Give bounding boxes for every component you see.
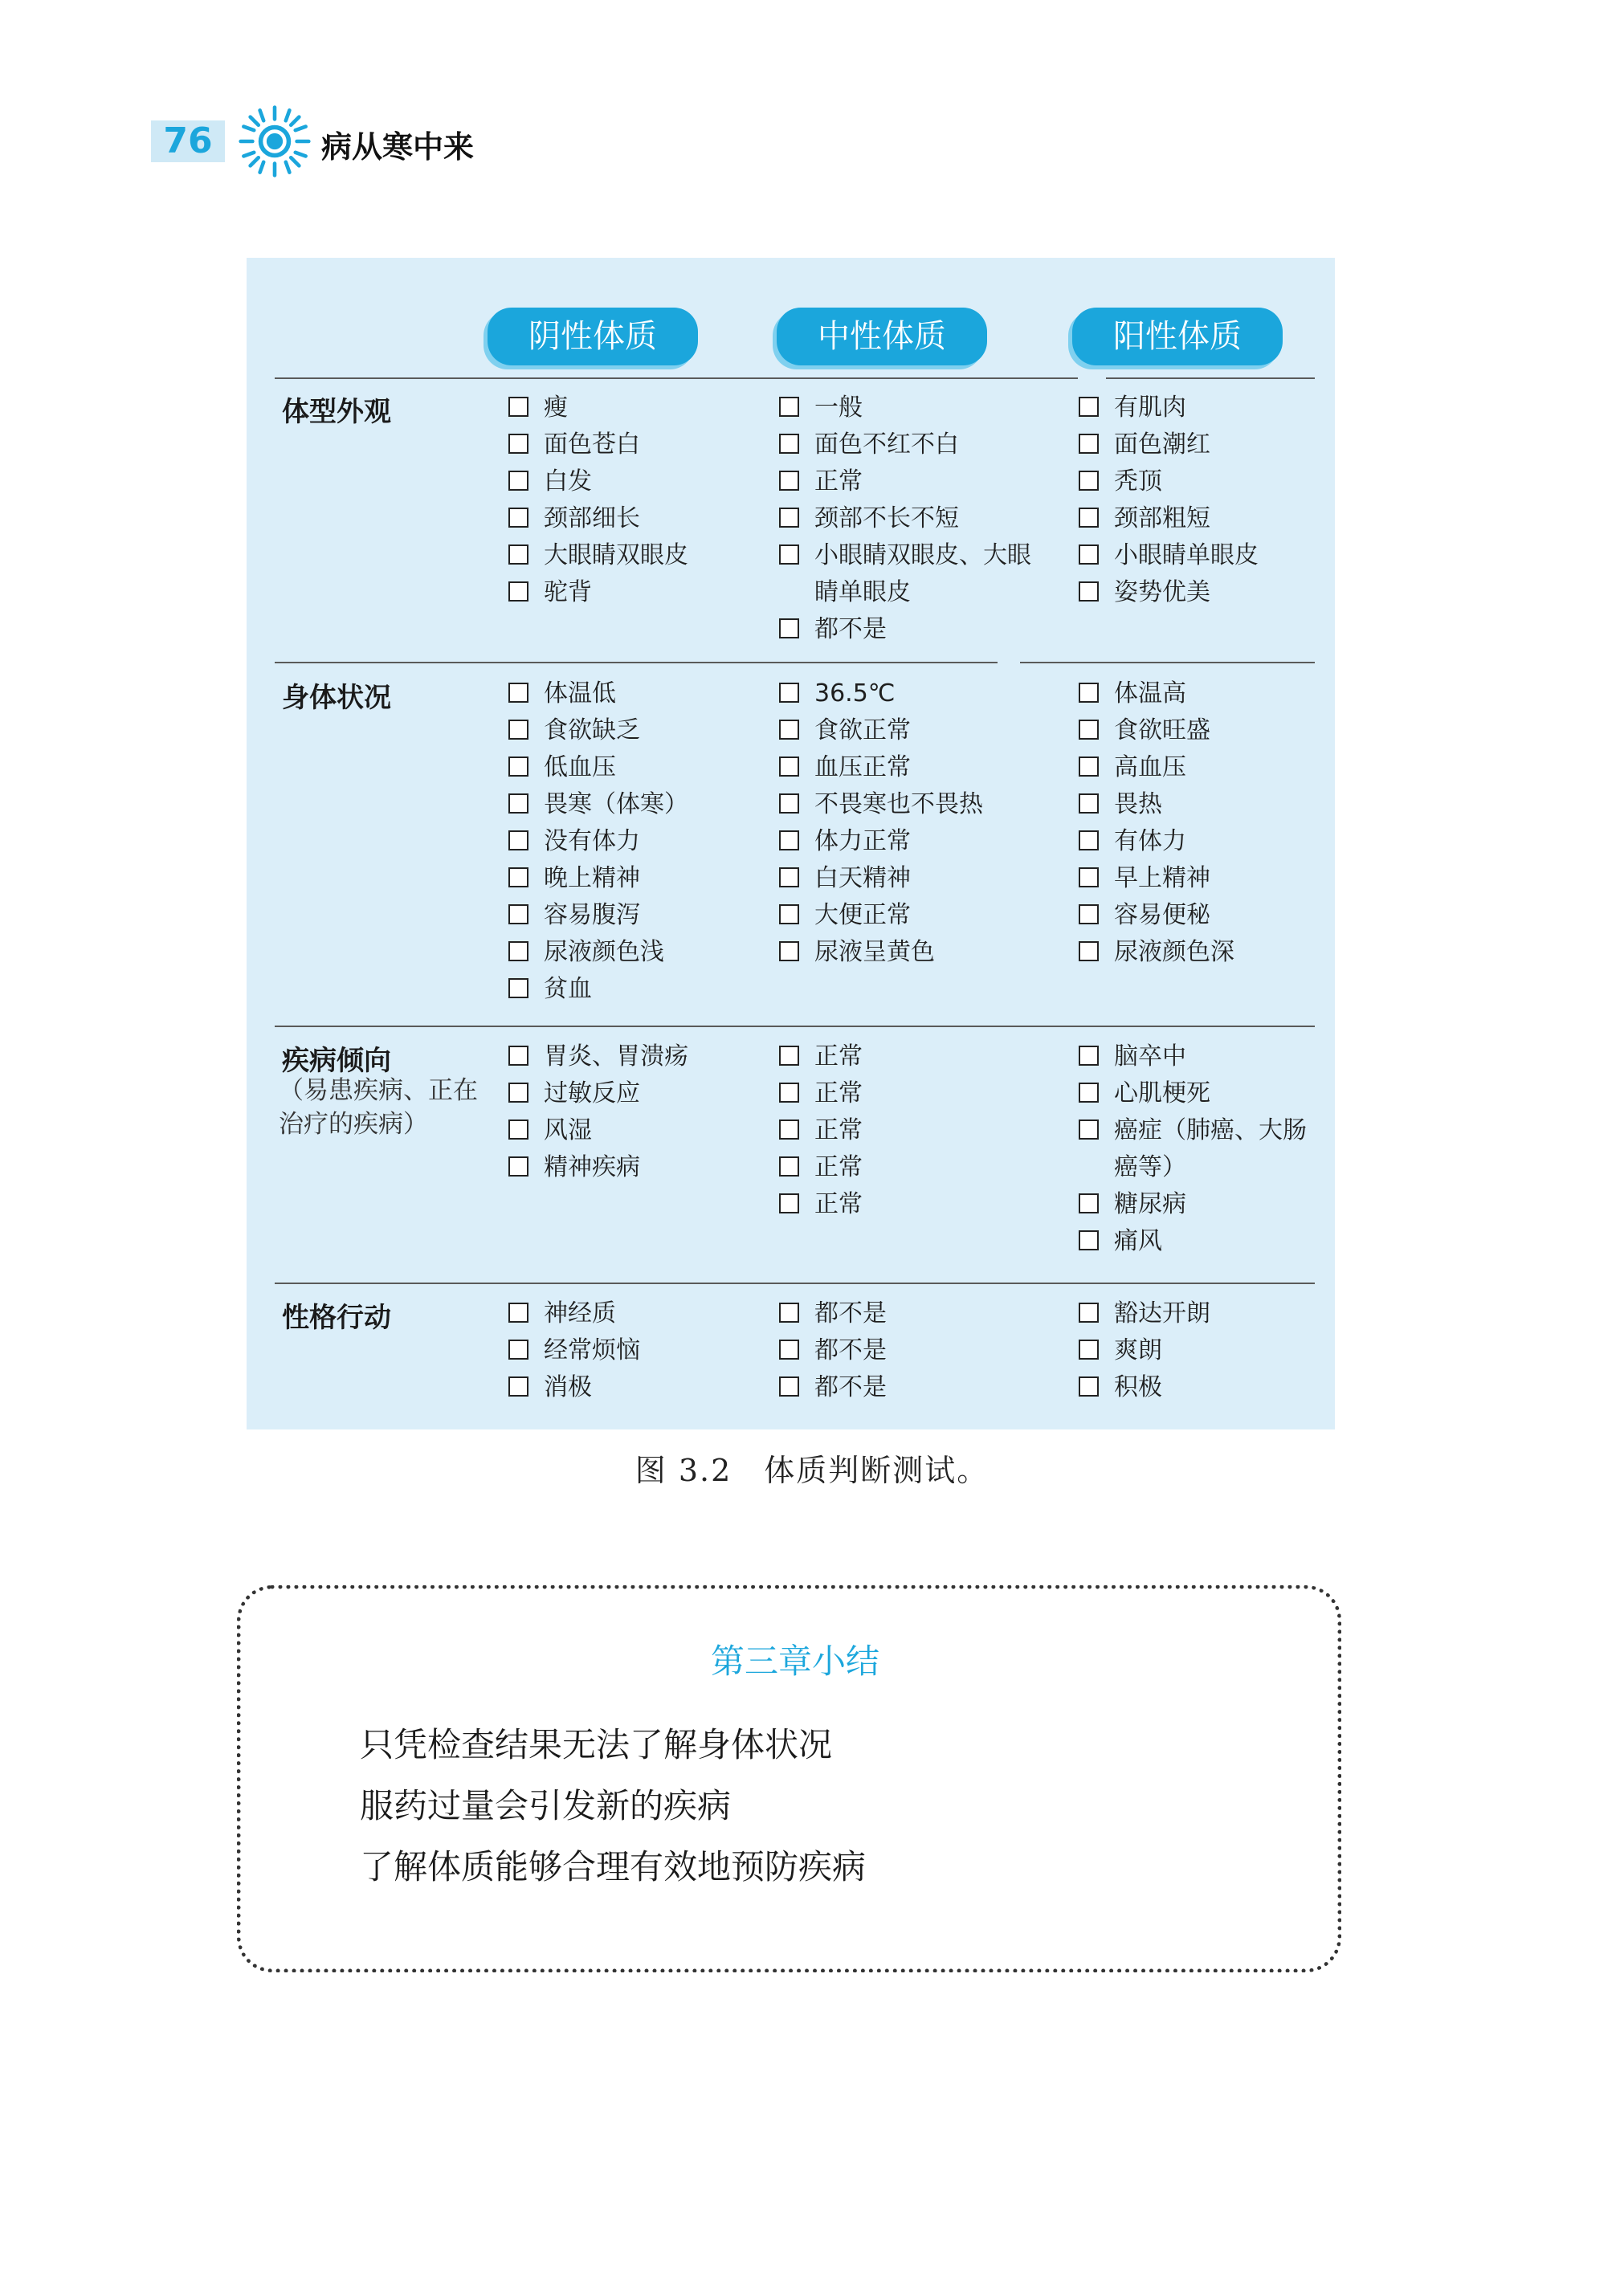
checkbox-icon[interactable] xyxy=(508,904,528,924)
checkbox-icon[interactable] xyxy=(779,830,799,850)
checkbox-icon[interactable] xyxy=(1079,1230,1099,1250)
checkbox-icon[interactable] xyxy=(1079,1046,1099,1066)
checklist-item[interactable]: 体力正常 xyxy=(779,823,1052,860)
checklist-item[interactable]: 都不是 xyxy=(779,611,1052,648)
checkbox-icon[interactable] xyxy=(779,544,799,565)
section-title-personality: 性格行动 xyxy=(282,1302,391,1334)
checkbox-icon[interactable] xyxy=(508,544,528,565)
checkbox-icon[interactable] xyxy=(779,397,799,417)
neutral-condition-list xyxy=(779,675,1052,971)
checklist-item[interactable]: 血压正常 xyxy=(779,749,1052,786)
divider xyxy=(275,1026,1315,1027)
yin-disease-list xyxy=(508,1038,814,1186)
checkbox-icon[interactable] xyxy=(779,757,799,777)
checklist-item[interactable]: 瘦 xyxy=(508,389,814,426)
checkbox-icon[interactable] xyxy=(779,793,799,814)
checklist-item[interactable]: 都不是 xyxy=(779,1295,1052,1332)
column-header-neutral: 中性体质 xyxy=(777,308,987,365)
checklist-item[interactable]: 面色不红不白 xyxy=(779,426,1052,463)
checklist-item[interactable]: 积极 xyxy=(1079,1369,1328,1406)
checklist-item[interactable]: 正常 xyxy=(779,1075,1052,1112)
checklist-item[interactable]: 容易便秘 xyxy=(1079,897,1328,934)
summary-line: 只凭检查结果无法了解身体状况 xyxy=(360,1725,833,1764)
checklist-item[interactable]: 正常 xyxy=(779,1112,1052,1149)
column-header-yang: 阳性体质 xyxy=(1072,308,1283,365)
yin-appearance-list xyxy=(508,389,814,611)
checkbox-icon[interactable] xyxy=(779,683,799,703)
checkbox-icon[interactable] xyxy=(1079,544,1099,565)
checkbox-icon[interactable] xyxy=(508,581,528,602)
summary-line: 了解体质能够合理有效地预防疾病 xyxy=(360,1847,867,1886)
checklist-item[interactable]: 体温高 xyxy=(1079,675,1328,712)
checklist-item[interactable]: 早上精神 xyxy=(1079,860,1328,897)
checklist-item[interactable]: 都不是 xyxy=(779,1369,1052,1406)
checkbox-icon[interactable] xyxy=(1079,720,1099,740)
checklist-item[interactable]: 白发 xyxy=(508,463,814,500)
checkbox-icon[interactable] xyxy=(1079,904,1099,924)
checkbox-icon[interactable] xyxy=(1079,1303,1099,1323)
checkbox-icon[interactable] xyxy=(1079,793,1099,814)
checklist-item[interactable]: 食欲旺盛 xyxy=(1079,712,1328,749)
checklist-item[interactable]: 癌症（肺癌、大肠癌等） xyxy=(1079,1112,1328,1186)
checklist-item[interactable]: 白天精神 xyxy=(779,860,1052,897)
checklist-item[interactable]: 正常 xyxy=(779,1149,1052,1186)
checkbox-icon[interactable] xyxy=(779,1046,799,1066)
checklist-item[interactable]: 痛风 xyxy=(1079,1223,1328,1260)
checkbox-icon[interactable] xyxy=(1079,1083,1099,1103)
checklist-item[interactable]: 食欲缺乏 xyxy=(508,712,814,749)
checklist-item[interactable]: 都不是 xyxy=(779,1332,1052,1369)
checkbox-icon[interactable] xyxy=(779,1303,799,1323)
checklist-item[interactable]: 有体力 xyxy=(1079,823,1328,860)
checklist-item[interactable]: 风湿 xyxy=(508,1112,814,1149)
checkbox-icon[interactable] xyxy=(779,471,799,491)
yang-appearance-list xyxy=(1079,389,1328,611)
checkbox-icon[interactable] xyxy=(1079,757,1099,777)
checklist-item[interactable]: 经常烦恼 xyxy=(508,1332,814,1369)
checkbox-icon[interactable] xyxy=(508,830,528,850)
checkbox-icon[interactable] xyxy=(779,1340,799,1360)
section-title-disease-tendency: 疾病倾向 xyxy=(282,1045,391,1077)
checklist-item[interactable]: 一般 xyxy=(779,389,1052,426)
page-number: 76 xyxy=(151,120,225,162)
checkbox-icon[interactable] xyxy=(779,1156,799,1177)
checklist-item[interactable]: 畏热 xyxy=(1079,786,1328,823)
checkbox-icon[interactable] xyxy=(1079,471,1099,491)
checkbox-icon[interactable] xyxy=(1079,508,1099,528)
checklist-item[interactable]: 贫血 xyxy=(508,971,814,1008)
checkbox-icon[interactable] xyxy=(508,1340,528,1360)
checklist-item[interactable]: 尿液颜色浅 xyxy=(508,934,814,971)
checklist-item[interactable]: 尿液颜色深 xyxy=(1079,934,1328,971)
checkbox-icon[interactable] xyxy=(779,867,799,887)
summary-title: 第三章小结 xyxy=(710,1642,879,1681)
checklist-item[interactable]: 正常 xyxy=(779,1186,1052,1223)
checklist-item[interactable]: 胃炎、胃溃疡 xyxy=(508,1038,814,1075)
divider xyxy=(1020,662,1315,663)
checkbox-icon[interactable] xyxy=(508,1376,528,1397)
checkbox-icon[interactable] xyxy=(1079,434,1099,454)
checklist-item[interactable]: 面色苍白 xyxy=(508,426,814,463)
checklist-item[interactable]: 过敏反应 xyxy=(508,1075,814,1112)
checkbox-icon[interactable] xyxy=(508,867,528,887)
section-title-body-condition: 身体状况 xyxy=(282,682,391,714)
checkbox-icon[interactable] xyxy=(1079,1193,1099,1213)
constitution-test-figure xyxy=(247,258,1335,1429)
checkbox-icon[interactable] xyxy=(508,1156,528,1177)
checkbox-icon[interactable] xyxy=(779,618,799,638)
checklist-item[interactable]: 没有体力 xyxy=(508,823,814,860)
sun-icon xyxy=(238,104,312,178)
checkbox-icon[interactable] xyxy=(1079,1119,1099,1140)
checkbox-icon[interactable] xyxy=(1079,1376,1099,1397)
checkbox-icon[interactable] xyxy=(779,941,799,961)
checkbox-icon[interactable] xyxy=(508,1303,528,1323)
checklist-item[interactable]: 精神疾病 xyxy=(508,1149,814,1186)
checklist-item[interactable]: 畏寒（体寒） xyxy=(508,786,814,823)
checklist-item[interactable]: 不畏寒也不畏热 xyxy=(779,786,1052,823)
checklist-item[interactable]: 颈部不长不短 xyxy=(779,500,1052,537)
checklist-item[interactable]: 秃顶 xyxy=(1079,463,1328,500)
checkbox-icon[interactable] xyxy=(508,1083,528,1103)
checklist-item[interactable]: 大眼睛双眼皮 xyxy=(508,537,814,574)
checklist-item[interactable]: 脑卒中 xyxy=(1079,1038,1328,1075)
checklist-item[interactable]: 姿势优美 xyxy=(1079,574,1328,611)
book-title: 病从寒中来 xyxy=(321,128,475,165)
checklist-item[interactable]: 低血压 xyxy=(508,749,814,786)
section-subtitle: （易患疾病、正在治疗的疾病） xyxy=(279,1076,478,1139)
checkbox-icon[interactable] xyxy=(1079,581,1099,602)
checkbox-icon[interactable] xyxy=(508,434,528,454)
checkbox-icon[interactable] xyxy=(508,508,528,528)
checkbox-icon[interactable] xyxy=(1079,683,1099,703)
checklist-item[interactable]: 尿液呈黄色 xyxy=(779,934,1052,971)
yin-condition-list xyxy=(508,675,814,1008)
checklist-item[interactable]: 大便正常 xyxy=(779,897,1052,934)
column-header-yin: 阴性体质 xyxy=(488,308,698,365)
checkbox-icon[interactable] xyxy=(508,397,528,417)
checkbox-icon[interactable] xyxy=(779,720,799,740)
checklist-item[interactable]: 高血压 xyxy=(1079,749,1328,786)
checkbox-icon[interactable] xyxy=(1079,1340,1099,1360)
checklist-item[interactable]: 豁达开朗 xyxy=(1079,1295,1328,1332)
checkbox-icon[interactable] xyxy=(508,471,528,491)
checkbox-icon[interactable] xyxy=(508,793,528,814)
checklist-item[interactable]: 面色潮红 xyxy=(1079,426,1328,463)
checklist-item[interactable]: 36.5℃ xyxy=(779,675,1052,712)
checklist-item[interactable]: 消极 xyxy=(508,1369,814,1406)
yang-condition-list xyxy=(1079,675,1328,971)
checkbox-icon[interactable] xyxy=(1079,867,1099,887)
checkbox-icon[interactable] xyxy=(779,1376,799,1397)
checklist-item[interactable]: 颈部粗短 xyxy=(1079,500,1328,537)
checklist-item[interactable]: 小眼睛双眼皮、大眼睛单眼皮 xyxy=(779,537,1052,611)
section-title-appearance: 体型外观 xyxy=(282,396,391,428)
neutral-appearance-list xyxy=(779,389,1052,648)
checkbox-icon[interactable] xyxy=(508,978,528,998)
checklist-item[interactable]: 小眼睛单眼皮 xyxy=(1079,537,1328,574)
checklist-item[interactable]: 心肌梗死 xyxy=(1079,1075,1328,1112)
checklist-item[interactable]: 颈部细长 xyxy=(508,500,814,537)
checkbox-icon[interactable] xyxy=(1079,941,1099,961)
checkbox-icon[interactable] xyxy=(779,904,799,924)
checkbox-icon[interactable] xyxy=(779,508,799,528)
neutral-personality-list xyxy=(779,1295,1052,1406)
checklist-item[interactable]: 正常 xyxy=(779,463,1052,500)
checklist-item[interactable]: 食欲正常 xyxy=(779,712,1052,749)
checklist-item[interactable]: 爽朗 xyxy=(1079,1332,1328,1369)
checkbox-icon[interactable] xyxy=(508,941,528,961)
checkbox-icon[interactable] xyxy=(508,1119,528,1140)
checklist-item[interactable]: 体温低 xyxy=(508,675,814,712)
checkbox-icon[interactable] xyxy=(508,720,528,740)
checkbox-icon[interactable] xyxy=(508,757,528,777)
checkbox-icon[interactable] xyxy=(779,1083,799,1103)
neutral-disease-list xyxy=(779,1038,1052,1223)
divider xyxy=(275,662,998,663)
checkbox-icon[interactable] xyxy=(1079,830,1099,850)
summary-line: 服药过量会引发新的疾病 xyxy=(360,1786,732,1825)
checkbox-icon[interactable] xyxy=(779,1119,799,1140)
checklist-item[interactable]: 容易腹泻 xyxy=(508,897,814,934)
yang-personality-list xyxy=(1079,1295,1328,1406)
checklist-item[interactable]: 驼背 xyxy=(508,574,814,611)
checklist-item[interactable]: 神经质 xyxy=(508,1295,814,1332)
yin-personality-list xyxy=(508,1295,814,1406)
checklist-item[interactable]: 有肌肉 xyxy=(1079,389,1328,426)
checklist-item[interactable]: 糖尿病 xyxy=(1079,1186,1328,1223)
checkbox-icon[interactable] xyxy=(1079,397,1099,417)
divider xyxy=(275,1283,1315,1284)
divider xyxy=(275,377,1078,379)
divider xyxy=(1106,377,1315,379)
figure-caption: 图 3.2 体质判断测试。 xyxy=(635,1453,989,1488)
checkbox-icon[interactable] xyxy=(779,434,799,454)
yang-disease-list xyxy=(1079,1038,1328,1260)
checklist-item[interactable]: 晚上精神 xyxy=(508,860,814,897)
checkbox-icon[interactable] xyxy=(508,683,528,703)
checkbox-icon[interactable] xyxy=(508,1046,528,1066)
checklist-item[interactable]: 正常 xyxy=(779,1038,1052,1075)
checkbox-icon[interactable] xyxy=(779,1193,799,1213)
